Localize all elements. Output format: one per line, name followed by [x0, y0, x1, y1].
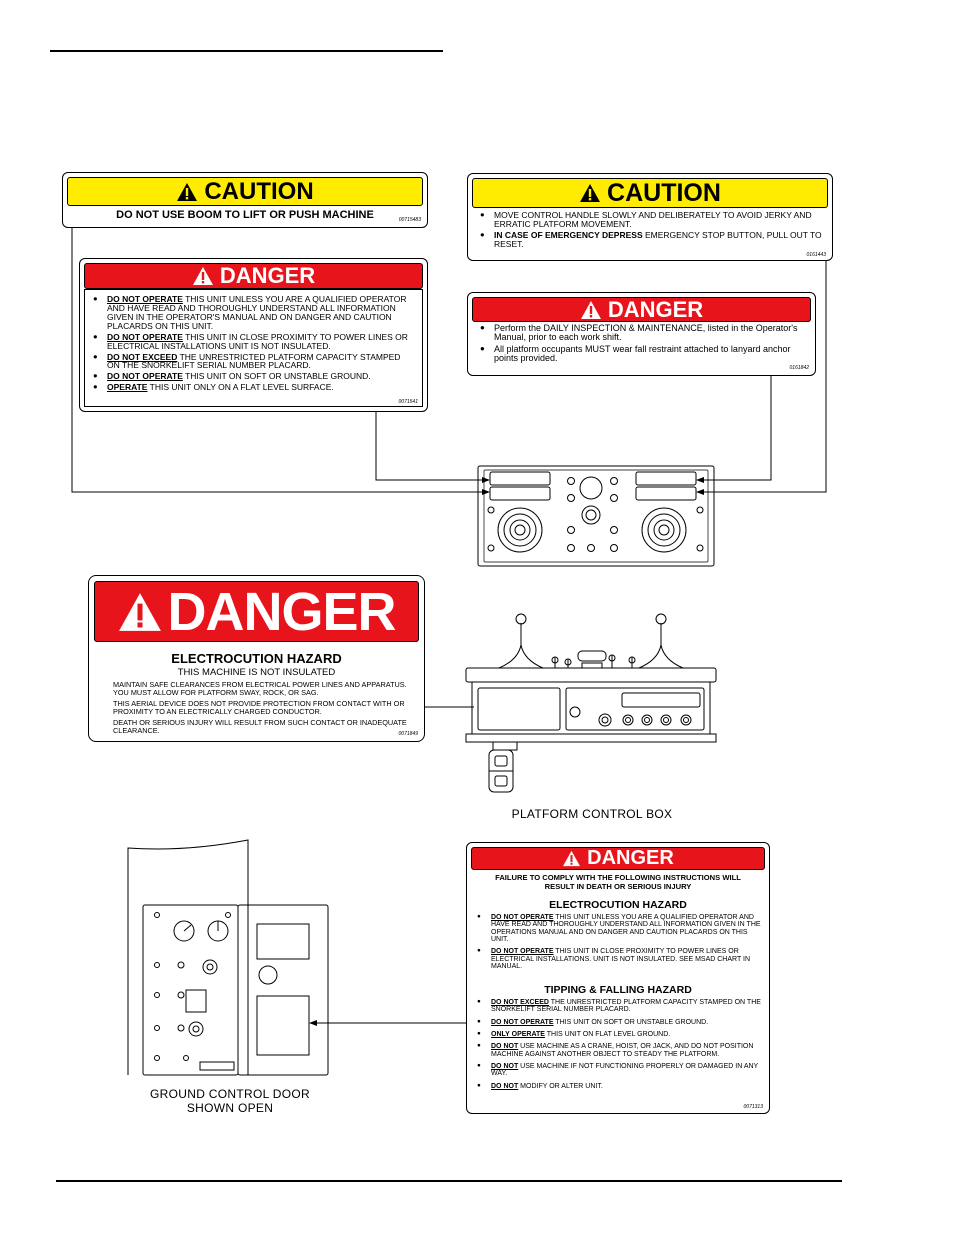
list-item: ● DO NOT OPERATE THIS UNIT ON SOFT OR UNSTABLE GROUND.	[91, 372, 414, 381]
caution-heading: CAUTION	[607, 178, 721, 207]
list-item: ● DO NOT MODIFY OR ALTER UNIT.	[475, 1083, 761, 1090]
list-item: ● Perform the DAILY INSPECTION & MAINTENANCE, listed in the Operator's Manual, prior to each work shift.	[478, 324, 807, 343]
caption-line: GROUND CONTROL DOOR	[150, 1087, 310, 1101]
list-item: ● ONLY OPERATE THIS UNIT ON FLAT LEVEL GROUND.	[475, 1031, 761, 1038]
danger-heading: DANGER	[167, 581, 396, 642]
not-insulated-heading: THIS MACHINE IS NOT INSULATED	[177, 667, 336, 678]
danger-heading: DANGER	[219, 263, 316, 288]
caption-line: SHOWN OPEN	[186, 1101, 274, 1116]
list-item: ● DO NOT OPERATE THIS UNIT UNLESS YOU ARE A QUALIFIED OPERATOR AND HAVE READ AND THOROUGHLY UNDERSTAND ALL INFORMATION GIVEN IN THE OPERATOR'S MANUAL AND ON DANGER AND CAUTION PLACARDS ON THIS UNIT.	[91, 295, 414, 331]
list-item: ● DO NOT EXCEED THE UNRESTRICTED PLATFORM CAPACITY STAMPED ON THE SNORKELIFT SERIAL NUMBER PLACARD.	[475, 999, 761, 1014]
warning-triangle-icon	[562, 850, 581, 867]
electrocution-hazard-heading: ELECTROCUTION HAZARD	[171, 651, 342, 666]
electrocution-list	[475, 914, 761, 972]
list-item: ● DO NOT EXCEED THE UNRESTRICTED PLATFORM CAPACITY STAMPED ON THE SNORKELIFT SERIAL NUMBER PLACARD.	[91, 353, 414, 371]
list-item: ● DO NOT OPERATE THIS UNIT IN CLOSE PROXIMITY TO POWER LINES OR ELECTRICAL INSTALLATIONS UNIT IS NOT INSULATED.	[91, 333, 414, 351]
decal-code: 0071849	[398, 731, 418, 737]
danger-ground-decal	[466, 842, 770, 1114]
list-item: ● DO NOT USE MACHINE AS A CRANE, HOIST, OR JACK, AND DO NOT POSITION MACHINE AGAINST ANOTHER OBJECT TO STEADY THE PLATFORM.	[475, 1043, 761, 1058]
list-item: ● MOVE CONTROL HANDLE SLOWLY AND DELIBERATELY TO AVOID JERKY AND ERRATIC PLATFORM MOVEMENT.	[478, 211, 824, 229]
caution-boom-text: DO NOT USE BOOM TO LIFT OR PUSH MACHINE	[116, 209, 374, 221]
ground-control-door-caption	[140, 1087, 320, 1116]
electrocution-para: DEATH OR SERIOUS INJURY WILL RESULT FROM SUCH CONTACT OR INADEQUATE CLEARANCE.	[113, 718, 407, 736]
list-item: ● DO NOT OPERATE THIS UNIT UNLESS YOU ARE A QUALIFIED OPERATOR AND HAVE READ AND THOROUGHLY UNDERSTAND ALL INFORMATION GIVEN IN THE OPERATIONS MANUAL AND ON DANGER AND CAUTION PLACARDS ON THIS UNIT.	[475, 914, 761, 943]
decal-code: 0071313	[743, 1104, 763, 1110]
tipping-list	[475, 999, 761, 1092]
list-item: ● All platform occupants MUST wear fall restraint attached to lanyard anchor points provided.	[478, 345, 807, 364]
list-item: ● DO NOT USE MACHINE IF NOT FUNCTIONING PROPERLY OR DAMAGED IN ANY WAY.	[475, 1063, 761, 1078]
list-item: ● IN CASE OF EMERGENCY DEPRESS EMERGENCY STOP BUTTON, PULL OUT TO RESET.	[478, 231, 824, 249]
platform-control-box-caption: PLATFORM CONTROL BOX	[511, 807, 673, 821]
danger-banner	[471, 847, 765, 870]
electrocution-para: MAINTAIN SAFE CLEARANCES FROM ELECTRICAL POWER LINES AND APPARATUS. YOU MUST ALLOW FOR PLATFORM SWAY, ROCK, OR SAG.	[113, 680, 407, 698]
electrocution-hazard-heading: ELECTROCUTION HAZARD	[549, 899, 687, 911]
list-item: ● DO NOT OPERATE THIS UNIT IN CLOSE PROXIMITY TO POWER LINES OR ELECTRICAL INSTALLATIONS. UNIT IS NOT INSULATED. SEE MSAD CHART IN MANUAL.	[475, 948, 761, 970]
electrocution-para: THIS AERIAL DEVICE DOES NOT PROVIDE PROTECTION FROM CONTACT WITH OR PROXIMITY TO AN ELECTRICALLY CHARGED CONDUCTOR.	[113, 699, 405, 717]
danger-heading: DANGER	[607, 296, 704, 322]
decal-code: 0161443	[806, 252, 826, 258]
caution-heading: CAUTION	[204, 177, 314, 205]
list-item: ● DO NOT OPERATE THIS UNIT ON SOFT OR UNSTABLE GROUND.	[475, 1019, 761, 1026]
list-item: ● OPERATE THIS UNIT ONLY ON A FLAT LEVEL SURFACE.	[91, 383, 414, 392]
ground-intro: FAILURE TO COMPLY WITH THE FOLLOWING INSTRUCTIONS WILL RESULT IN DEATH OR SERIOUS INJURY	[495, 873, 741, 891]
decal-code: 00715483	[398, 217, 421, 223]
decal-code: 0071541	[398, 399, 418, 405]
decal-code: 0161842	[789, 365, 809, 371]
danger-heading: DANGER	[587, 847, 674, 869]
tipping-hazard-heading: TIPPING & FALLING HAZARD	[544, 984, 692, 996]
